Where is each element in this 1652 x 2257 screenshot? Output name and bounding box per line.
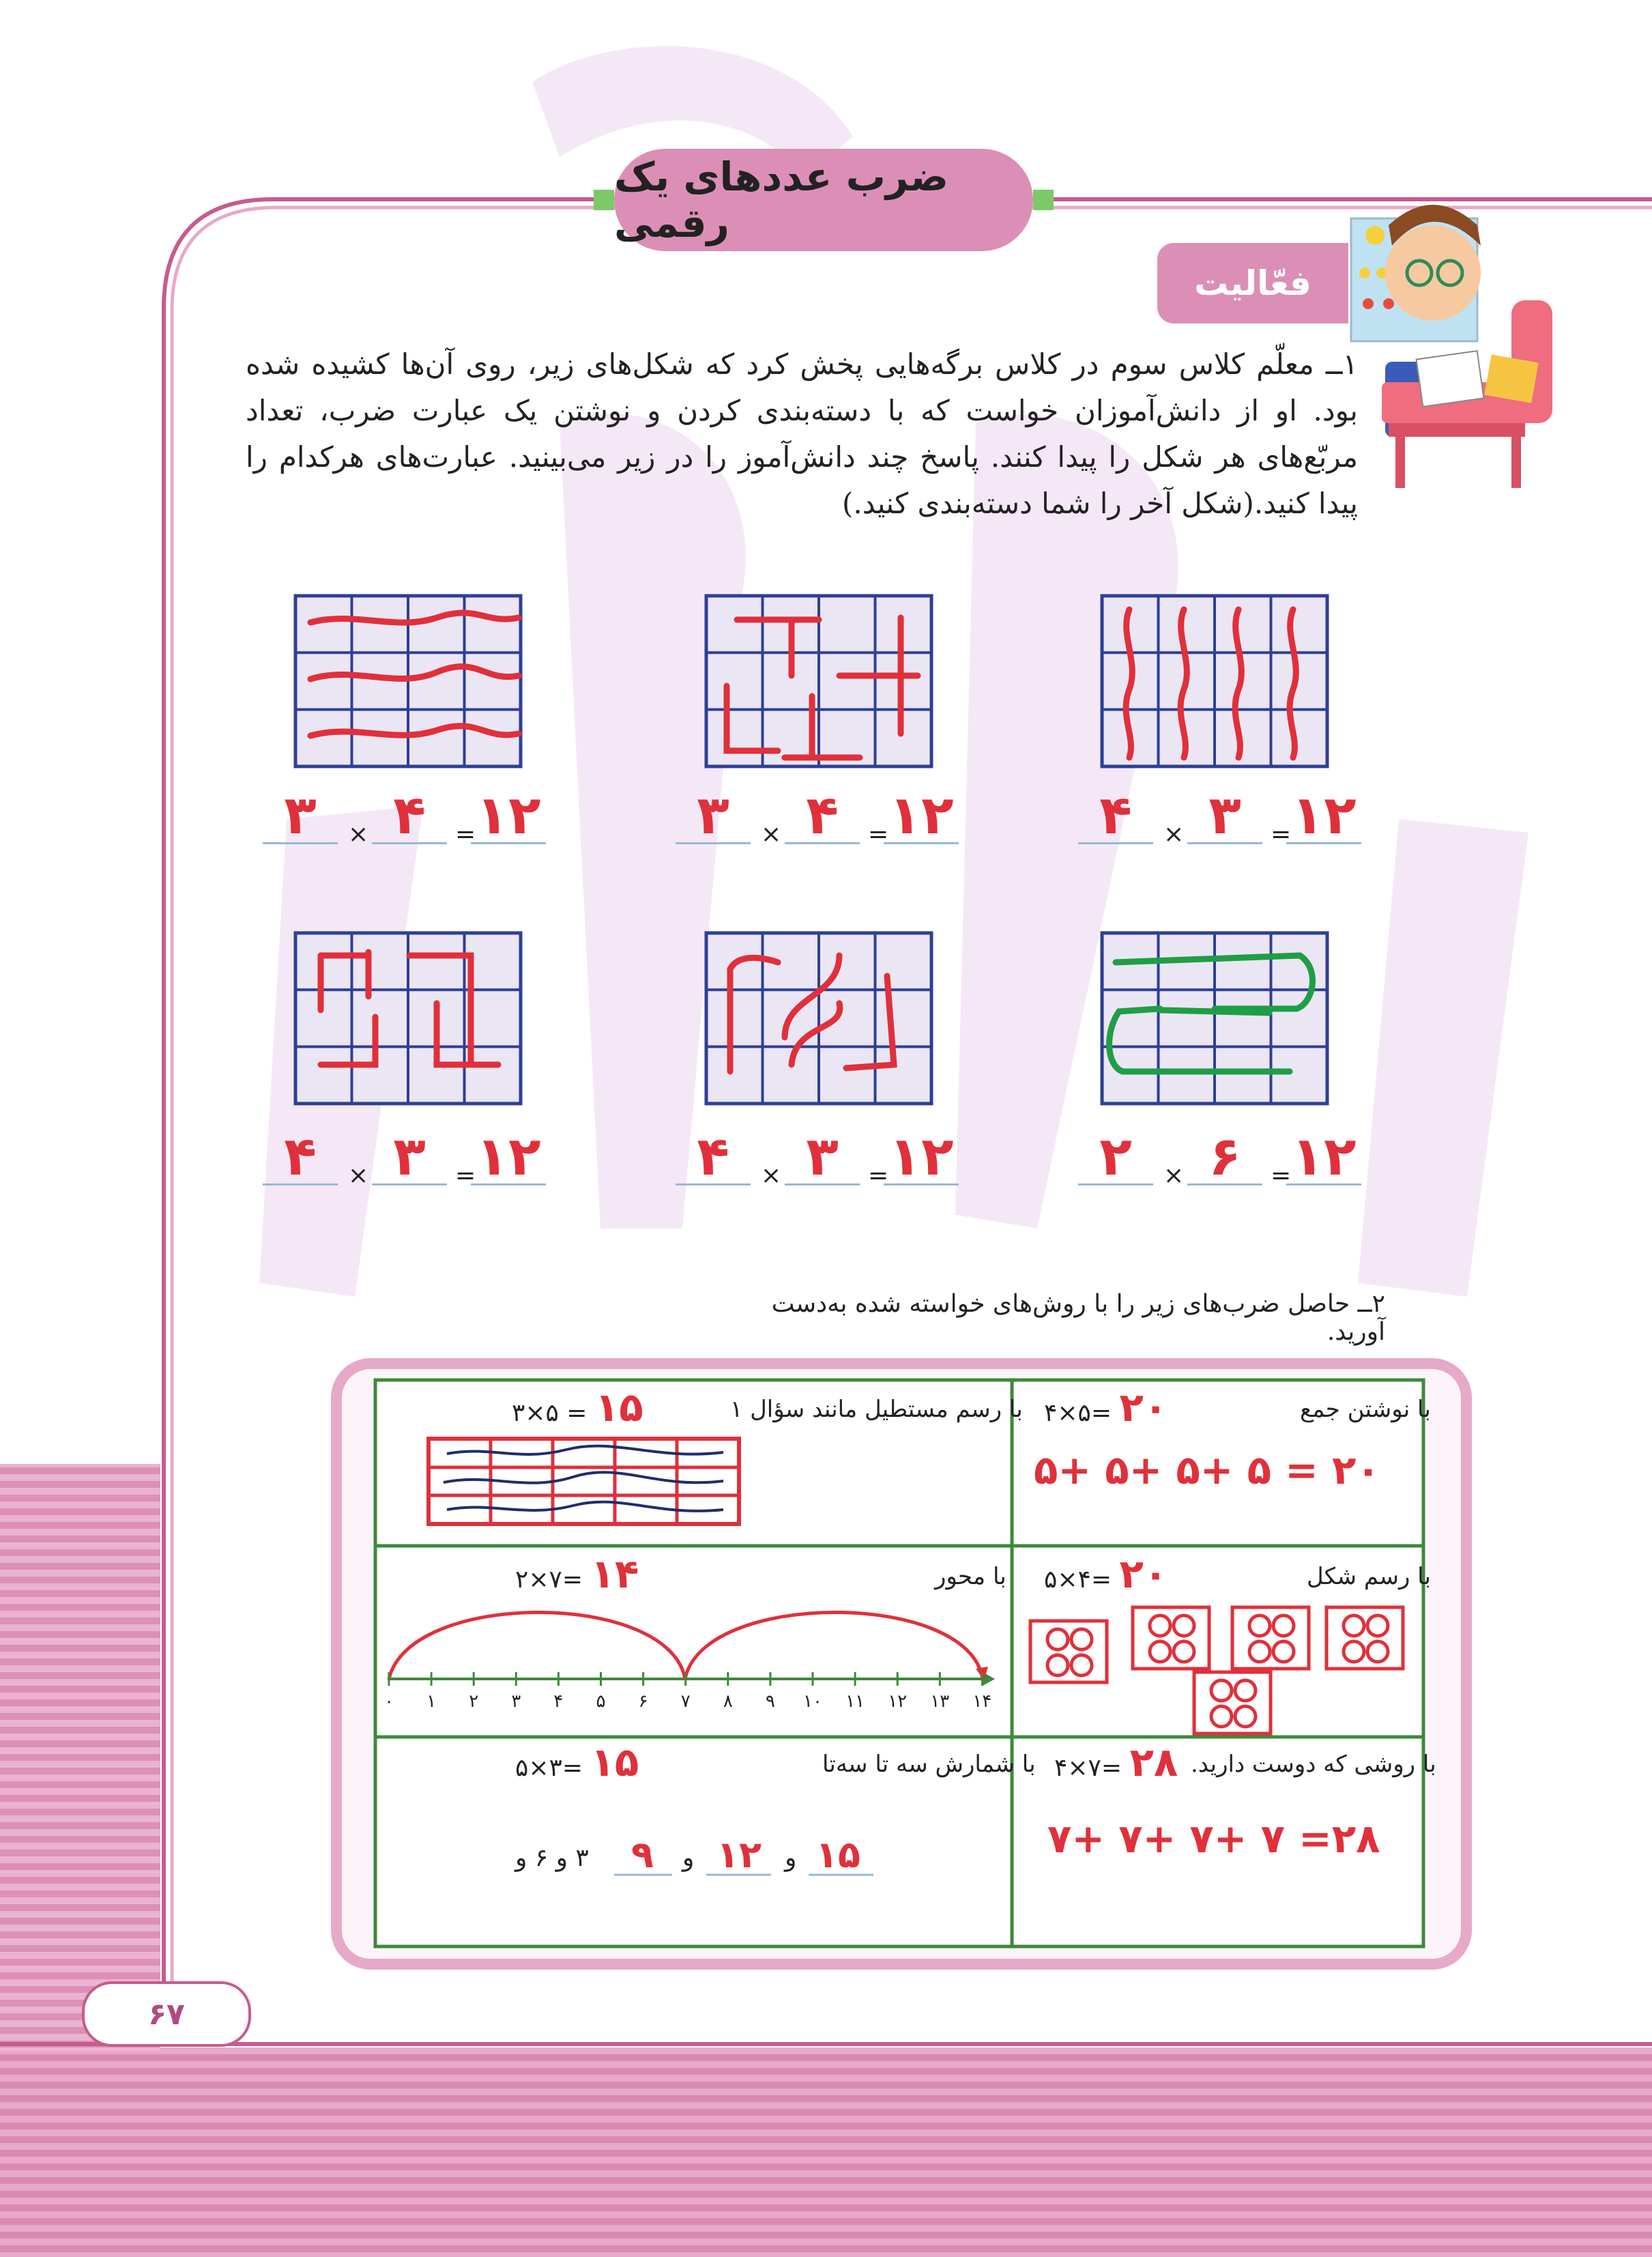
free-title: با روشی که دوست دارید. [1191, 1751, 1436, 1778]
equals-sign: = [455, 1162, 476, 1190]
rect-title: با رسم مستطیل مانند سؤال ۱ [730, 1396, 1023, 1423]
tick-label: ۴ [553, 1691, 564, 1712]
count-answer-3: ۱۵ [815, 1833, 860, 1876]
rect-equation: ۳×۵ = ۱۵ [512, 1384, 643, 1431]
grid-figure [295, 933, 521, 1104]
free-equation: ۴×۷= ۲۸ [1054, 1739, 1178, 1785]
times-sign: × [761, 1162, 782, 1190]
product: ۱۲ [471, 785, 546, 844]
count-given: ۳ و ۶ و [515, 1844, 589, 1872]
factor-a: ۳ [676, 785, 751, 844]
shape-equation: ۵×۴= ۲۰ [1044, 1551, 1168, 1597]
figure-equation [1078, 1126, 1365, 1201]
grid-figure [1102, 596, 1327, 766]
shape-title: با رسم شکل [1307, 1563, 1431, 1590]
activity-label: فعّالیت [1157, 243, 1348, 324]
times-sign: × [348, 820, 369, 848]
figure-equation [676, 785, 962, 860]
product: ۱۲ [471, 1126, 546, 1185]
tick-label: ۵ [596, 1691, 606, 1712]
product: ۱۲ [1286, 785, 1361, 844]
tick-label: ۱۴ [972, 1691, 992, 1712]
factor-b: ۴ [785, 785, 860, 844]
product: ۱۲ [1286, 1126, 1361, 1185]
grid-figure [295, 596, 521, 766]
product: ۱۲ [884, 1126, 959, 1185]
tick-label: ۱۱ [845, 1691, 865, 1712]
factor-b: ۳ [785, 1126, 860, 1185]
tick-label: ۷ [680, 1691, 691, 1712]
factor-b: ۴ [372, 785, 447, 844]
factor-b: ۶ [1187, 1126, 1262, 1185]
figure-equation [263, 785, 549, 860]
tick-label: ۱ [426, 1691, 437, 1712]
equals-sign: = [868, 1162, 889, 1190]
q2-text: ۲ــ حاصل ضرب‌های زیر را با روش‌های خواسته شده به‌دست آورید. [771, 1290, 1385, 1346]
tick-label: ۱۳ [930, 1691, 950, 1712]
grid-figure [706, 933, 931, 1104]
count-answer-2: ۱۲ [716, 1833, 762, 1876]
factor-a: ۲ [1078, 1126, 1153, 1185]
factor-a: ۴ [263, 1126, 338, 1185]
times-sign: × [1163, 1162, 1185, 1190]
page-title: ضرب عددهای یک رقمی [614, 149, 1033, 251]
figure-equation [1078, 785, 1365, 860]
equals-sign: = [1271, 820, 1292, 848]
student-illustration [1351, 205, 1552, 488]
q1-text: ۱ــ معلّم کلاس سوم در کلاس برگه‌هایی پخش کرد که شکل‌های زیر، روی آن‌ها کشیده شده بود. او از دانش‌آموزان خواست که با دسته‌بندی کردن و نوشتن یک عبارت ضرب، تعداد مربّع‌های هر شکل را پیدا کنند. پاسخ چند دانش‌آموز را در زیر می‌بینید. عبارت‌های هرکدام را پیدا کنید.(شکل آخر را شما دسته‌بندی کنید.) [246, 347, 1358, 520]
sum-title: با نوشتن جمع [1300, 1396, 1431, 1423]
factor-b: ۳ [372, 1126, 447, 1185]
times-sign: × [761, 820, 782, 848]
count-and-2: و [785, 1844, 797, 1872]
tick-label: ۶ [638, 1691, 648, 1712]
grouping-stroke [1160, 1010, 1269, 1013]
equals-sign: = [455, 820, 476, 848]
equals-sign: = [1271, 1162, 1292, 1190]
tick-label: ۳ [511, 1691, 521, 1712]
tick-label: ۸ [723, 1691, 733, 1712]
factor-a: ۳ [263, 785, 338, 844]
count-equation: ۵×۳= ۱۵ [515, 1739, 639, 1785]
count-answer-1: ۹ [631, 1833, 654, 1876]
axis-title: با محور [935, 1563, 1006, 1590]
left-stripes [0, 1464, 160, 2051]
sum-equation: ۴×۵= ۲۰ [1044, 1384, 1168, 1431]
grid-figure [706, 596, 931, 766]
tick-label: ۰ [384, 1691, 394, 1712]
factor-a: ۴ [1078, 785, 1153, 844]
figure-equation [263, 1126, 549, 1201]
figure-equation [676, 1126, 962, 1201]
tick-label: ۹ [765, 1691, 775, 1712]
page-number: ۶۷ [82, 1981, 251, 2047]
product: ۱۲ [884, 785, 959, 844]
axis-equation: ۲×۷= ۱۴ [515, 1551, 639, 1597]
equals-sign: = [868, 820, 889, 848]
tick-label: ۱۲ [888, 1691, 908, 1712]
count-title: با شمارش سه تا سه‌تا [822, 1751, 1036, 1778]
factor-b: ۳ [1187, 785, 1262, 844]
times-sign: × [1163, 820, 1185, 848]
times-sign: × [348, 1162, 369, 1190]
tick-label: ۱۰ [803, 1691, 822, 1712]
sum-work: ۵+ ۵+ ۵+ ۵ = ۲۰ [1034, 1447, 1380, 1493]
footer-stripes [0, 2047, 1652, 2257]
tick-label: ۲ [469, 1691, 479, 1712]
count-and-1: و [682, 1844, 695, 1872]
grid-figure [1102, 933, 1327, 1104]
factor-a: ۴ [676, 1126, 751, 1185]
free-work: ۷+ ۷+ ۷+ ۷ =۲۸ [1047, 1815, 1380, 1862]
